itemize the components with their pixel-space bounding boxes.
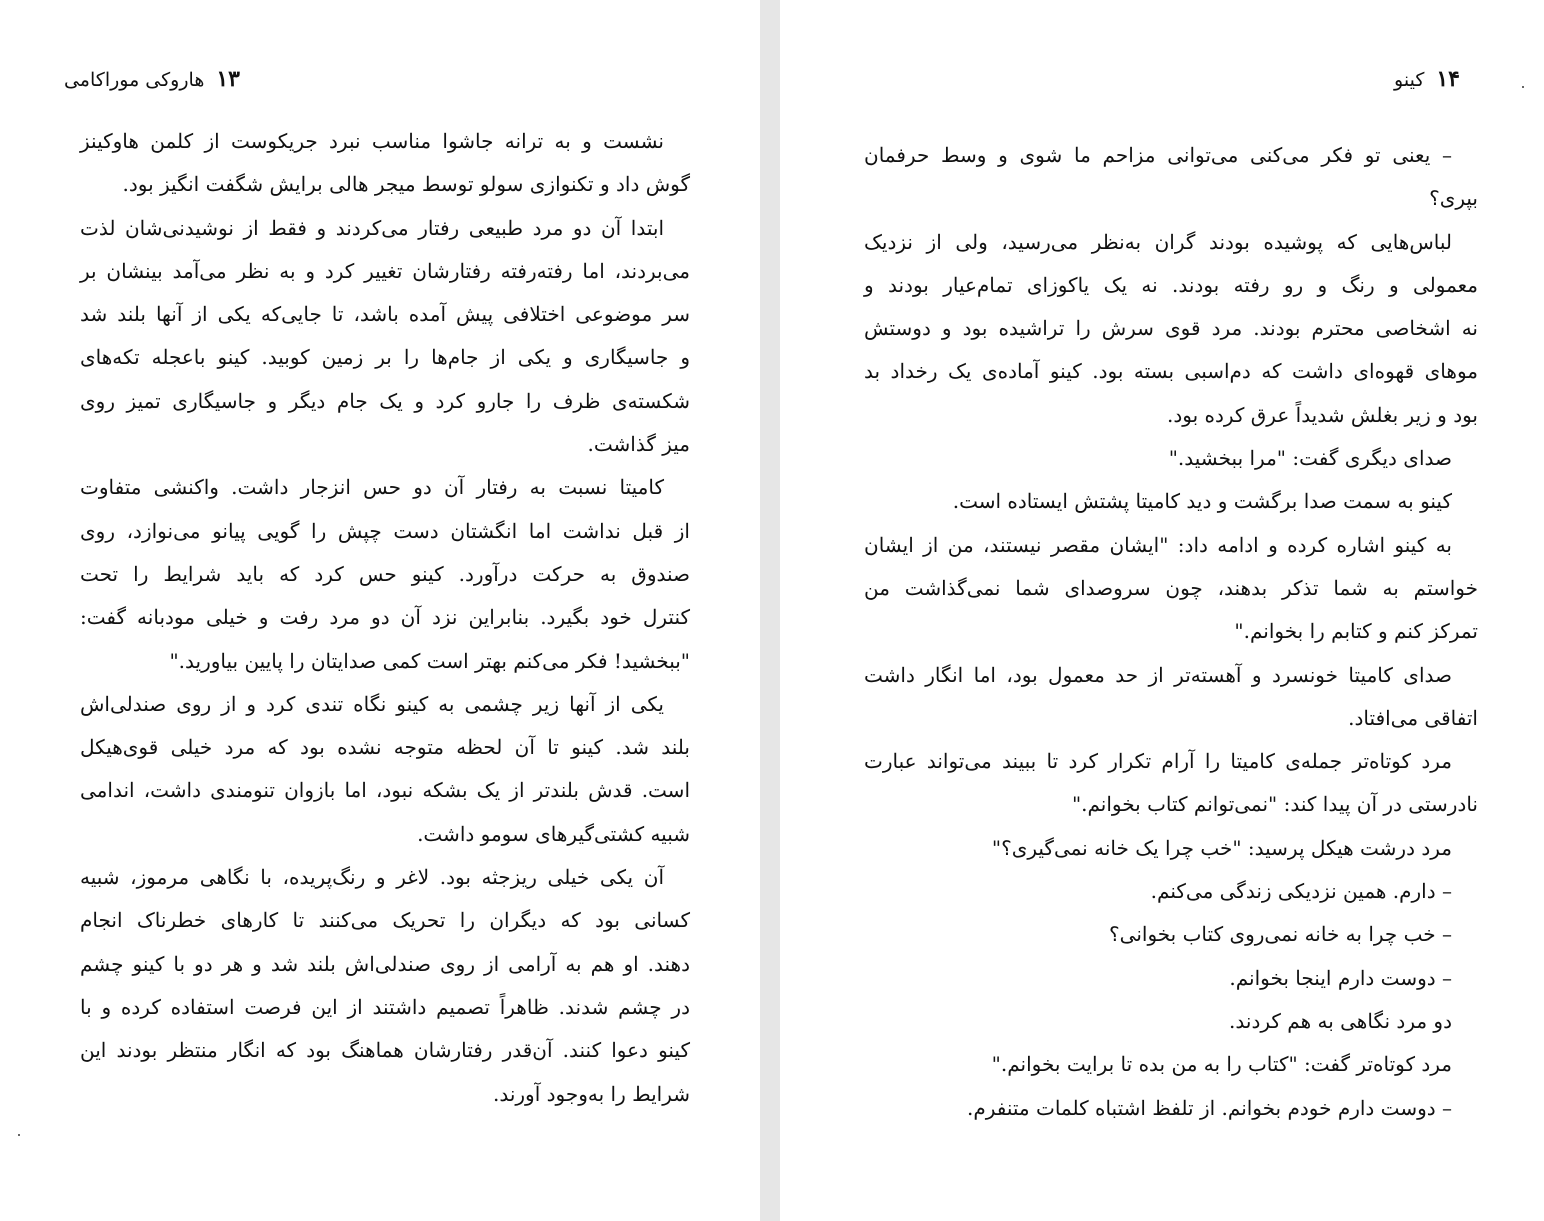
text-line: – یعنی تو فکر می‌کنی می‌توانی مزاحم ما شوی و وسط حرفمان [864, 143, 1452, 167]
text-line: به کینو اشاره کرده و ادامه داد: "ایشان مقصر نیستند، من از ایشان [864, 532, 1452, 557]
text-line: نه اشخاصی محترم بودند. مرد قوی سرش را تراشیده بود و دوستش [864, 316, 1478, 341]
text-line: بپری؟ [1429, 186, 1478, 211]
running-title: هاروکی موراکامی [63, 69, 205, 91]
paragraph [864, 654, 1478, 741]
paragraph [80, 466, 690, 682]
text-line: صدای کامیتا خونسرد و آهسته‌تر از حد معمول بود، اما انگار داشت [864, 662, 1452, 687]
text-line: است. قدش بلندتر از یک بشکه نبود، اما بازوان تنومندی داشت، اندامی [80, 778, 690, 803]
text-line: بود و زیر بغلش شدیداً عرق کرده بود. [1166, 402, 1478, 427]
page-gutter [760, 0, 780, 1221]
page-header [1394, 66, 1460, 92]
text-line: می‌بردند، اما رفته‌رفته رفتارشان تغییر کرد و به نظر می‌آمد بینشان بر [80, 258, 690, 283]
paragraph [864, 740, 1478, 827]
paragraph [864, 827, 1478, 870]
running-title: کینو [1394, 69, 1425, 91]
text-line: دهند. او هم به آرامی از روی صندلی‌اش بلند شد و هر دو با کینو چشم [80, 951, 690, 976]
text-line: شکسته‌ی ظرف را جارو کرد و یک جام دیگر و جاسیگاری تمیز روی [80, 388, 690, 413]
paragraph [80, 683, 690, 856]
paragraph [864, 1000, 1478, 1043]
text-line: شرایط را به‌وجود آورند. [492, 1081, 690, 1106]
text-line: نشست و به ترانه جاشوا مناسب نبرد جریکوست از کلمن هاوکینز [80, 129, 664, 153]
text-line: ابتدا آن دو مرد طبیعی رفتار می‌کردند و فقط از نوشیدنی‌شان لذت [80, 215, 664, 240]
paragraph [864, 221, 1478, 437]
scan-speck [18, 1134, 20, 1136]
scan-speck [1522, 86, 1524, 88]
text-line: در چشم شدند. ظاهراً تصمیم داشتند از این فرصت استفاده کرده و با [80, 994, 690, 1019]
text-line: خواستم به شما تذکر بدهند، چون سروصدای شما نمی‌گذاشت من [864, 575, 1478, 600]
text-line: مرد کوتاه‌تر گفت: "کتاب را به من بده تا برایت بخوانم." [991, 1052, 1452, 1077]
text-line: کنترل خود بگیرد. بنابراین نزد آن دو مرد رفت و خیلی مودبانه گفت: [80, 605, 690, 630]
text-line: دو مرد نگاهی به هم کردند. [1229, 1008, 1452, 1033]
text-line: میز گذاشت. [587, 432, 690, 457]
text-line: بلند شد. کینو تا آن لحظه متوجه نشده بود که مرد خیلی قوی‌هیکل [80, 735, 690, 760]
text-line: – دوست دارم اینجا بخوانم. [1229, 965, 1452, 990]
page-number: ۱۴ [1436, 66, 1460, 92]
paragraph [864, 870, 1478, 913]
text-line: صندوق به حرکت درآورد. کینو حس کرد که باید شرایط را تحت [80, 561, 690, 586]
paragraph [864, 437, 1478, 480]
text-line: کامیتا نسبت به رفتار آن دو حس انزجار داشت. واکنشی متفاوت [80, 475, 664, 500]
left-page [0, 0, 760, 1221]
page-header [64, 66, 240, 92]
text-line: موهای قهوه‌ای داشت که دم‌اسبی بسته بود. کینو آماده‌ی یک رخداد بد [864, 359, 1478, 384]
text-line: – دارم. همین نزدیکی زندگی می‌کنم. [1150, 879, 1452, 904]
paragraph [864, 1087, 1478, 1130]
paragraph [80, 856, 690, 1116]
text-line: مرد درشت هیکل پرسید: "خب چرا یک خانه نمی‌گیری؟" [991, 835, 1452, 860]
paragraph [864, 957, 1478, 1000]
text-line: – دوست دارم خودم بخوانم. از تلفظ اشتباه کلمات متنفرم. [966, 1095, 1452, 1120]
page-number: ۱۳ [216, 66, 240, 92]
text-line: شبیه کشتی‌گیرهای سومو داشت. [417, 821, 690, 846]
text-line: و جاسیگاری و یکی از جام‌ها را بر زمین کوبید. کینو باعجله تکه‌های [80, 345, 690, 370]
text-line: مرد کوتاه‌تر جمله‌ی کامیتا را آرام تکرار کرد تا ببیند می‌تواند عبارت [864, 749, 1452, 774]
paragraph [80, 207, 690, 467]
text-line: لباس‌هایی که پوشیده بودند گران به‌نظر می‌رسید، ولی از نزدیک [864, 229, 1452, 254]
text-line: سر موضوعی اختلافی پیش آمده باشد، تا جایی‌که یکی از آنها بلند شد [80, 302, 690, 327]
text-line: اتفاقی می‌افتاد. [1348, 705, 1478, 730]
text-line: کینو دعوا کنند. آن‌قدر رفتارشان هماهنگ بود که انگار منتظر بودند این [80, 1038, 690, 1063]
text-line: کسانی بود که دیگران را تحریک می‌کنند تا کارهای خطرناک انجام [80, 908, 690, 933]
text-line: – خب چرا به خانه نمی‌روی کتاب بخوانی؟ [1109, 922, 1452, 947]
paragraph [80, 120, 690, 207]
text-line: آن یکی خیلی ریزجثه بود. لاغر و رنگ‌پریده، با نگاهی مرموز، شبیه [80, 865, 664, 890]
text-line: تمرکز کنم و کتابم را بخوانم." [1234, 619, 1478, 644]
text-line: کینو به سمت صدا برگشت و دید کامیتا پشتش ایستاده است. [952, 489, 1452, 514]
paragraph [864, 134, 1478, 221]
paragraph [864, 913, 1478, 956]
paragraph [864, 524, 1478, 654]
body-text [80, 120, 690, 1116]
text-line: صدای دیگری گفت: "مرا ببخشید." [1168, 446, 1452, 471]
text-line: معمولی و رنگ و رو رفته بودند. نه یک یاکوزای تمام‌عیار بودند و [864, 272, 1478, 297]
text-line: "ببخشید! فکر می‌کنم بهتر است کمی صدایتان را پایین بیاورید." [169, 648, 690, 673]
text-line: نادرستی در آن پیدا کند: "نمی‌توانم کتاب بخوانم." [1071, 792, 1478, 817]
right-page [780, 0, 1544, 1221]
text-line: یکی از آنها زیر چشمی به کینو نگاه تندی کرد و از روی صندلی‌اش [80, 691, 664, 716]
text-line: از قبل نداشت اما انگشتان دست چپش را گویی پیانو می‌نوازد، روی [80, 518, 690, 543]
text-line: گوش داد و تکنوازی سولو توسط میجر هالی برایش شگفت انگیز بود. [122, 172, 690, 197]
paragraph [864, 480, 1478, 523]
paragraph [864, 1043, 1478, 1086]
body-text [864, 134, 1478, 1130]
